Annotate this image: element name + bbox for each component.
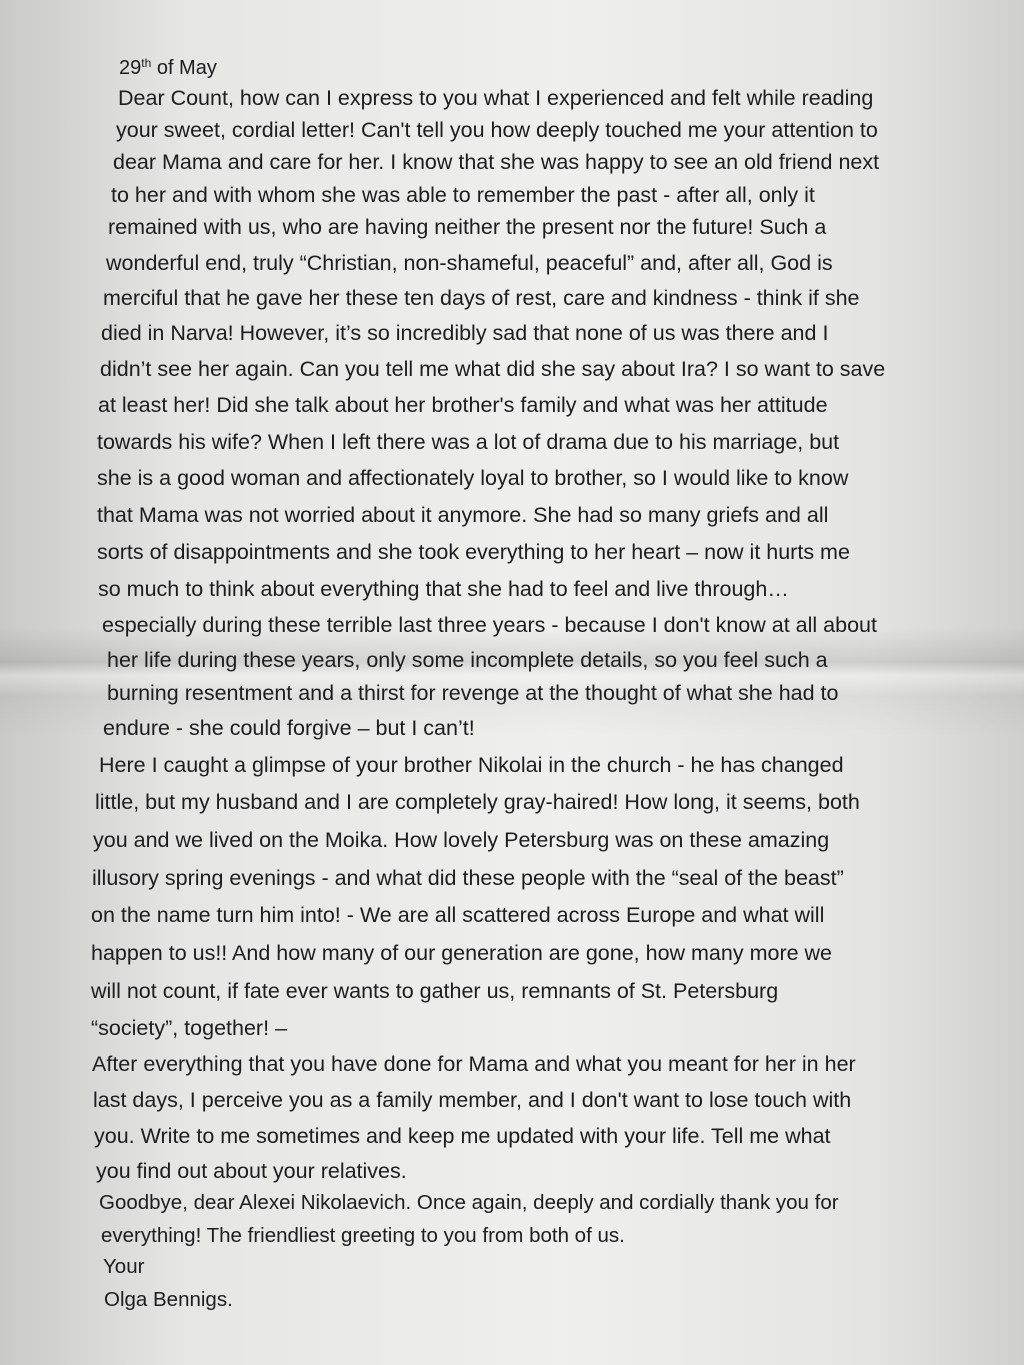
letter-line: endure - she could forgive – but I can’t! [103, 716, 475, 740]
letter-line: last days, I perceive you as a family member, and I don't want to lose touch with [93, 1088, 852, 1112]
letter-line: illusory spring evenings - and what did these people with the “seal of the beast” [92, 866, 844, 890]
date-suffix: th [141, 56, 152, 70]
letter-line: didn’t see her again. Can you tell me what did she say about Ira? I so want to save [100, 357, 886, 381]
letter-line: towards his wife? When I left there was a lot of drama due to his marriage, but [97, 430, 840, 454]
letter-line: died in Narva! However, it’s so incredibly sad that none of us was there and I [101, 321, 829, 345]
letter-line: remained with us, who are having neither the present nor the future! Such a [108, 215, 827, 239]
letter-line: at least her! Did she talk about her brother's family and what was her attitude [98, 393, 828, 417]
letter-line: merciful that he gave her these ten days of rest, care and kindness - think if she [103, 286, 860, 310]
letter-line: you and we lived on the Moika. How lovely Petersburg was on these amazing [93, 828, 830, 852]
letter-line: burning resentment and a thirst for revenge at the thought of what she had to [107, 681, 839, 705]
letter-signature: Olga Bennigs. [104, 1288, 233, 1311]
letter-line: happen to us!! And how many of our generation are gone, how many more we [91, 941, 833, 965]
letter-line: “society”, together! – [91, 1016, 287, 1040]
letter-line: to her and with whom she was able to remember the past - after all, only it [111, 183, 815, 207]
date-rest: of May [151, 57, 217, 79]
letter-line: sorts of disappointments and she took everything to her heart – now it hurts me [97, 540, 850, 564]
letter-line: she is a good woman and affectionately loyal to brother, so I would like to know [97, 466, 849, 490]
letter-line: especially during these terrible last three years - because I don't know at all about [102, 613, 877, 637]
letter-line: will not count, if fate ever wants to gather us, remnants of St. Petersburg [91, 979, 779, 1003]
date-day: 29 [119, 57, 142, 79]
letter-line: on the name turn him into! - We are all scattered across Europe and what will [91, 903, 825, 927]
letter-line: you. Write to me sometimes and keep me updated with your life. Tell me what [94, 1124, 831, 1148]
letter-line: little, but my husband and I are completely gray-haired! How long, it seems, both [95, 790, 860, 814]
letter-line: everything! The friendliest greeting to you from both of us. [101, 1224, 625, 1247]
letter-line: wonderful end, truly “Christian, non-shameful, peaceful” and, after all, God is [106, 251, 833, 275]
letter-line: you find out about your relatives. [96, 1159, 407, 1183]
letter-line: her life during these years, only some incomplete details, so you feel such a [107, 648, 828, 672]
letter-line: After everything that you have done for Mama and what you meant for her in her [92, 1052, 856, 1076]
letter-line: so much to think about everything that she had to feel and live through… [98, 577, 789, 601]
letter-line: Dear Count, how can I express to you what I experienced and felt while reading [118, 86, 874, 110]
letter-line: that Mama was not worried about it anymore. She had so many griefs and all [97, 503, 829, 527]
letter-line: Here I caught a glimpse of your brother Nikolai in the church - he has changed [99, 753, 844, 777]
letter-line: dear Mama and care for her. I know that she was happy to see an old friend next [113, 150, 880, 174]
letter-closing: Your [103, 1255, 145, 1278]
letter-line: your sweet, cordial letter! Can't tell you how deeply touched me your attention to [116, 118, 878, 142]
letter-line: Goodbye, dear Alexei Nikolaevich. Once again, deeply and cordially thank you for [99, 1191, 839, 1214]
